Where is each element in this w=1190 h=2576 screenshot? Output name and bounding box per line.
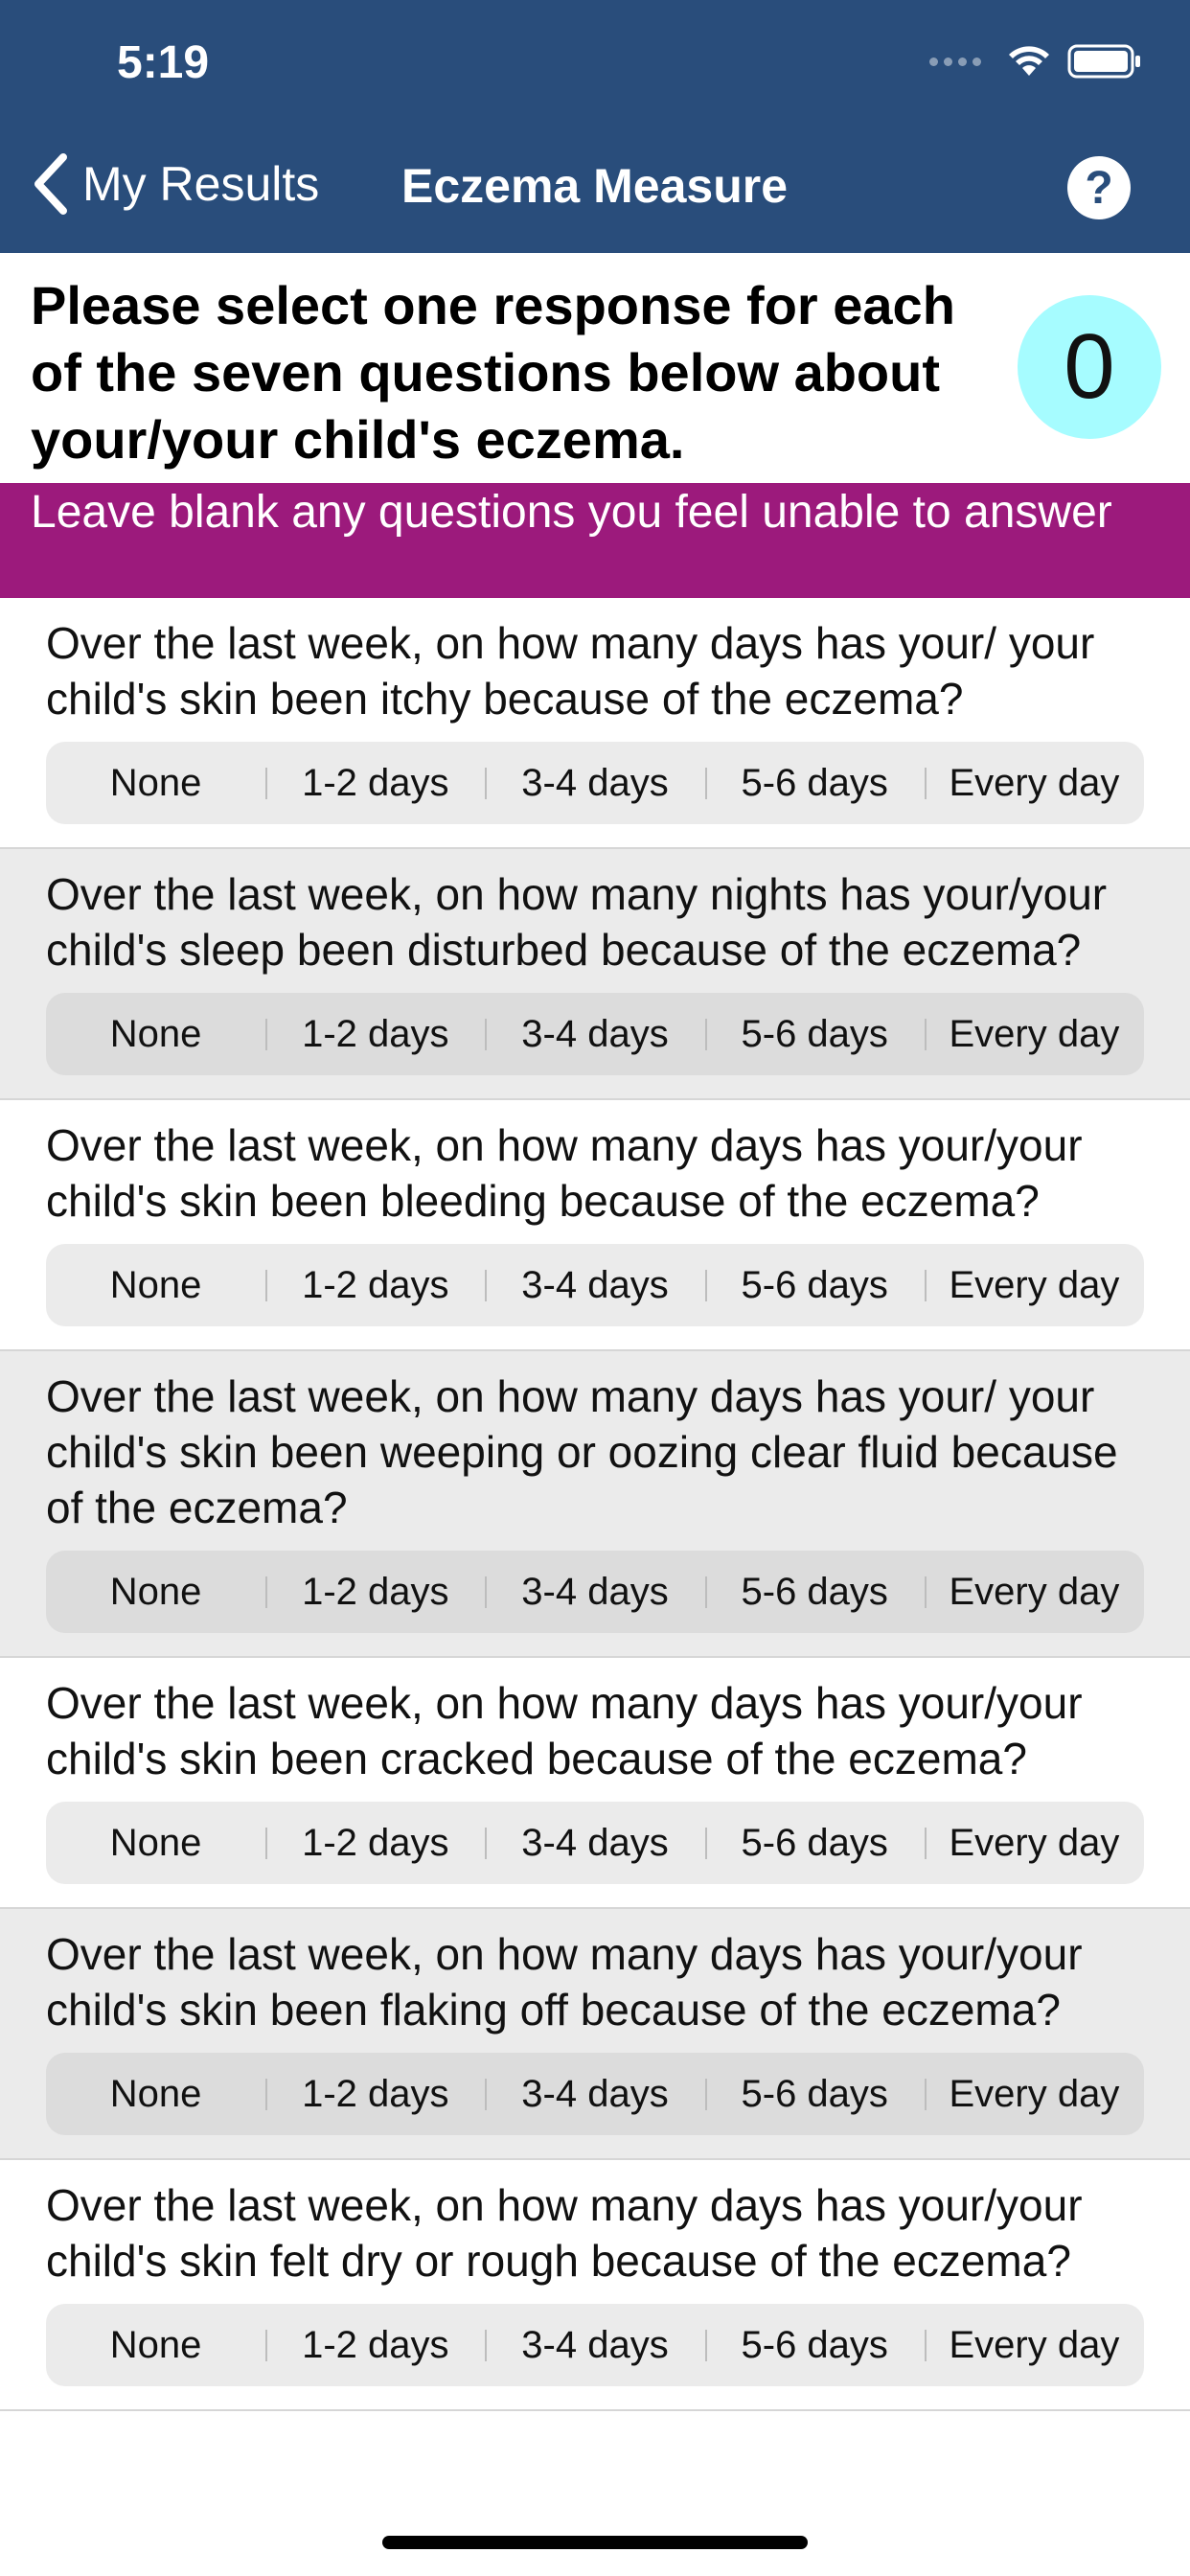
- home-indicator[interactable]: [382, 2536, 808, 2549]
- response-option[interactable]: Every day: [925, 1264, 1144, 1307]
- question-text: Over the last week, on how many nights has your/your child's sleep been disturbed because of the eczema?: [46, 869, 1108, 975]
- response-option[interactable]: 3-4 days: [485, 762, 704, 805]
- response-option[interactable]: 3-4 days: [485, 2073, 704, 2116]
- response-option[interactable]: 1-2 days: [265, 1013, 485, 1056]
- response-option[interactable]: Every day: [925, 762, 1144, 805]
- status-icons: [929, 44, 1142, 79]
- score-badge: 0: [1018, 295, 1161, 439]
- response-option[interactable]: 5-6 days: [705, 2073, 925, 2116]
- question-item: [0, 1909, 1190, 2160]
- response-option[interactable]: Every day: [925, 1822, 1144, 1865]
- response-option[interactable]: 5-6 days: [705, 1571, 925, 1614]
- question-list: [0, 598, 1190, 2411]
- response-option[interactable]: Every day: [925, 1013, 1144, 1056]
- back-button[interactable]: [33, 153, 319, 215]
- question-text: Over the last week, on how many days has your/ your child's skin been itchy because of the eczema?: [46, 618, 1095, 724]
- response-option[interactable]: None: [109, 1012, 202, 1055]
- question-item: [0, 1658, 1190, 1909]
- response-option[interactable]: 3-4 days: [485, 1571, 704, 1614]
- question-text: Over the last week, on how many days has your/your child's skin been cracked because of the eczema?: [46, 1678, 1083, 1783]
- response-option[interactable]: Every day: [925, 2324, 1144, 2367]
- response-option[interactable]: 1-2 days: [265, 2073, 485, 2116]
- question-text: Over the last week, on how many days has your/your child's skin been bleeding because of the eczema?: [46, 1120, 1083, 1226]
- response-option[interactable]: 5-6 days: [705, 762, 925, 805]
- back-label: My Results: [82, 157, 320, 211]
- response-option[interactable]: None: [109, 761, 202, 804]
- response-option[interactable]: 5-6 days: [705, 1822, 925, 1865]
- response-option[interactable]: 3-4 days: [485, 1013, 704, 1056]
- navigation-header: [0, 0, 1190, 253]
- notice-banner: Leave blank any questions you feel unable to answer: [0, 483, 1190, 598]
- response-option[interactable]: None: [109, 2323, 202, 2366]
- question-item: [0, 849, 1190, 1100]
- battery-icon: [1067, 44, 1142, 79]
- response-option[interactable]: 3-4 days: [485, 1264, 704, 1307]
- wifi-icon: [1008, 45, 1050, 78]
- page-title: Eczema Measure: [401, 159, 789, 213]
- question-item: [0, 1351, 1190, 1658]
- response-option[interactable]: None: [109, 1263, 202, 1306]
- response-option[interactable]: 5-6 days: [705, 2324, 925, 2367]
- question-item: [0, 1100, 1190, 1351]
- response-option[interactable]: 1-2 days: [265, 2324, 485, 2367]
- help-button[interactable]: ?: [1067, 156, 1131, 219]
- intro-section: [0, 253, 1190, 483]
- instructions-text: Please select one response for each of the seven questions below about your/your child's eczema.: [31, 275, 955, 470]
- question-text: Over the last week, on how many days has your/ your child's skin been weeping or oozing clear fluid because of the eczema?: [46, 1371, 1118, 1532]
- response-option[interactable]: 1-2 days: [265, 1571, 485, 1614]
- response-option[interactable]: 1-2 days: [265, 762, 485, 805]
- status-time: 5:19: [117, 37, 210, 88]
- question-item: [0, 2160, 1190, 2411]
- response-segmented-control[interactable]: [46, 2053, 1144, 2135]
- response-segmented-control[interactable]: [46, 993, 1144, 1075]
- question-text: Over the last week, on how many days has your/your child's skin been flaking off because of the eczema?: [46, 1929, 1083, 2035]
- response-segmented-control[interactable]: [46, 1802, 1144, 1884]
- response-segmented-control[interactable]: [46, 1244, 1144, 1326]
- response-option[interactable]: Every day: [925, 2073, 1144, 2116]
- response-segmented-control[interactable]: [46, 742, 1144, 824]
- response-option[interactable]: 3-4 days: [485, 1822, 704, 1865]
- response-segmented-control[interactable]: [46, 2304, 1144, 2386]
- response-option[interactable]: 3-4 days: [485, 2324, 704, 2367]
- response-option[interactable]: None: [109, 1821, 202, 1864]
- signal-icon: [929, 58, 981, 66]
- question-item: [0, 598, 1190, 849]
- response-option[interactable]: None: [109, 2072, 202, 2115]
- response-option[interactable]: 1-2 days: [265, 1264, 485, 1307]
- response-segmented-control[interactable]: [46, 1551, 1144, 1633]
- question-text: Over the last week, on how many days has your/your child's skin felt dry or rough because of the eczema?: [46, 2180, 1083, 2286]
- response-option[interactable]: 5-6 days: [705, 1264, 925, 1307]
- response-option[interactable]: Every day: [925, 1571, 1144, 1614]
- chevron-left-icon: [33, 153, 71, 215]
- response-option[interactable]: 1-2 days: [265, 1822, 485, 1865]
- response-option[interactable]: 5-6 days: [705, 1013, 925, 1056]
- response-option[interactable]: None: [109, 1570, 202, 1613]
